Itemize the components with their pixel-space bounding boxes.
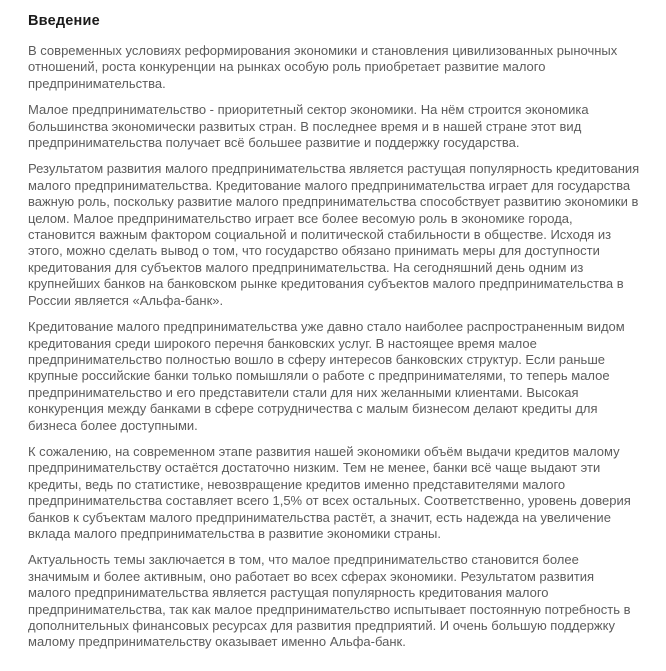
page-title: Введение — [28, 13, 100, 29]
paragraph-intro-conditions: В современных условиях реформирования экономики и становления цивилизованных рыночных отношений, роста конкуренции на рынках особую роль приобретает развитие малого предпринимательства. — [28, 43, 618, 91]
paragraph-banking-services: Кредитование малого предпринимательства уже давно стало наиболее распространенным видом кредитования среди широкого перечня банковских услуг. В настоящее время малое предпринимательство полностью вошло в сферу интересов банковских структур. Если раньше крупные российские банки только помышляли о работе с предпринимателями, то теперь малое предпринимательство и его представители стали для них желанными клиентами. Высокая конкуренция между банками в сфере сотрудничества с малым бизнесом делают кредиты для бизнеса более доступными. — [28, 319, 625, 433]
paragraph-topic-relevance: Актуальность темы заключается в том, что малое предпринимательство становится более значимым и более активным, оно работает во всех сферах экономики. Результатом развития малого предпринимательства является растущая популярность кредитования малого предпринимательства, так как малое предпринимательство испытывает постоянную потребность в дополнительных финансовых ресурсах для развития предприятий. И очень большую поддержку малому предпринимательству оказывает именно Альфа-банк. — [28, 552, 631, 650]
paragraph-lending-popularity: Результатом развития малого предпринимательства является растущая популярность кредитования малого предпринимательства. Кредитование малого предпринимательства играет для государства важную роль, поскольку развитие малого предпринимательства способствует развитию экономики в целом. Малое предпринимательство играет все более весомую роль в экономике города, становится важным фактором социальной и политической стабильности в обществе. Исходя из этого, можно сделать вывод о том, что государство обязано принимать меры для доступности кредитования для субъектов малого предпринимательства. На сегодняшний день одним из крупнейших банков на банковском рынке кредитования субъектов малого предпринимательства в России является «Альфа-банк». — [28, 161, 640, 308]
paragraph-priority-sector: Малое предпринимательство - приоритетный сектор экономики. На нём строится экономика большинства экономически развитых стран. В последнее время и в нашей стране этот вид предпринимательства получает всё большее развитие и поддержку государства. — [28, 102, 589, 151]
paragraph-credit-volume: К сожалению, на современном этапе развития нашей экономики объём выдачи кредитов малому предпринимательству остаётся достаточно низким. Тем не менее, банки всё чаще выдают эти кредиты, ведь по статистике, невозвращение кредитов именно представителями малого предпринимательства составляет всего 1,5% от всех остальных. Соответственно, уровень доверия банков к субъектам малого предпринимательства растёт, а значит, есть надежда на увеличение вклада малого предпринимательства в развитие экономики страны. — [28, 443, 631, 541]
